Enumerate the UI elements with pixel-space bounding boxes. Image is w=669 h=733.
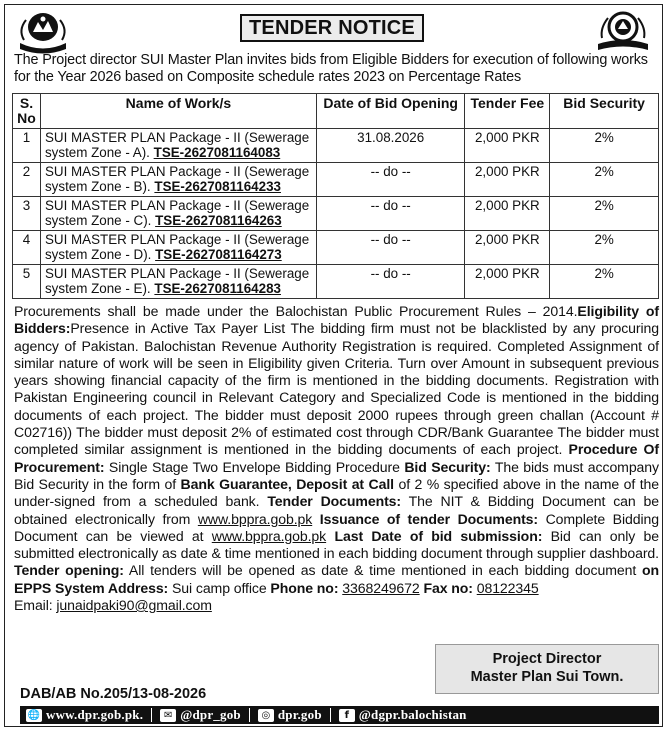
text-tender-documents: The NIT & Bidding Document can be obtained electronically from bbox=[14, 493, 659, 527]
footer-facebook[interactable]: @dgpr.balochistan bbox=[358, 707, 467, 722]
header-security: Bid Security bbox=[550, 94, 659, 129]
phone-number: 3368249672 bbox=[342, 579, 420, 596]
row-sno: 2 bbox=[13, 163, 41, 197]
row-security: 2% bbox=[550, 265, 659, 299]
text-address: Sui camp office bbox=[171, 579, 267, 596]
footer-divider bbox=[249, 708, 250, 722]
label-bid-security: Bid Security: bbox=[404, 458, 491, 475]
row-sno: 4 bbox=[13, 231, 41, 265]
row-work-name bbox=[40, 129, 316, 163]
row-date: -- do -- bbox=[316, 265, 465, 299]
row-fee: 2,000 PKR bbox=[465, 129, 550, 163]
row-work-name bbox=[40, 163, 316, 197]
bppra-link[interactable]: www.bppra.gob.pk bbox=[197, 510, 313, 527]
reference-number: DAB/AB No.205/13-08-2026 bbox=[20, 686, 207, 702]
text-bank-note: of 2 % specified above in the name of the under-signed from a scheduled bank. bbox=[14, 475, 659, 510]
row-fee: 2,000 PKR bbox=[465, 163, 550, 197]
row-work-name bbox=[40, 265, 316, 299]
label-system-address: System Address: bbox=[55, 579, 169, 596]
table-header-row bbox=[13, 94, 659, 129]
text-last-date: Bid can only be submitted electronically as date & time mentioned in each bidding document through supplier dashboard. bbox=[14, 527, 660, 562]
footer-twitter[interactable]: @dpr_gob bbox=[180, 707, 241, 722]
label-tender-opening: Tender opening: bbox=[14, 562, 124, 579]
tse-number: TSE-2627081164233 bbox=[154, 179, 281, 194]
row-security: 2% bbox=[550, 197, 659, 231]
globe-icon: 🌐 bbox=[27, 709, 41, 721]
row-sno: 3 bbox=[13, 197, 41, 231]
bppra-link-2[interactable]: www.bppra.gob.pk bbox=[211, 527, 327, 544]
tse-number: TSE-2627081164273 bbox=[155, 247, 282, 262]
body-paragraph bbox=[14, 303, 659, 614]
label-procedure: Procedure Of Procurement: bbox=[14, 441, 659, 475]
row-work-name bbox=[40, 231, 316, 265]
text-tender-opening: All tenders will be opened as date & time mentioned in each bidding document bbox=[128, 562, 637, 579]
label-phone: Phone no: bbox=[270, 579, 339, 596]
label-eligibility: Eligibility of Bidders: bbox=[14, 303, 659, 337]
label-fax: Fax no: bbox=[423, 579, 473, 596]
footer-bar bbox=[20, 706, 659, 724]
row-fee: 2,000 PKR bbox=[465, 265, 550, 299]
work-name-text: SUI MASTER PLAN Package - II (Sewerage system Zone - B). bbox=[44, 164, 310, 194]
header-name: Name of Work/s bbox=[40, 94, 316, 129]
work-name-text: SUI MASTER PLAN Package - II (Sewerage system Zone - A). bbox=[44, 130, 310, 160]
work-name-text: SUI MASTER PLAN Package - II (Sewerage system Zone - D). bbox=[44, 232, 310, 262]
header-sno: S. No bbox=[13, 94, 41, 129]
works-table bbox=[12, 93, 659, 299]
signature-office: Master Plan Sui Town. bbox=[470, 669, 624, 685]
work-name-text: SUI MASTER PLAN Package - II (Sewerage system Zone - C). bbox=[44, 198, 310, 228]
row-sno: 5 bbox=[13, 265, 41, 299]
fax-number: 08122345 bbox=[476, 579, 539, 596]
header-date: Date of Bid Opening bbox=[316, 94, 465, 129]
instagram-icon: ◎ bbox=[258, 709, 274, 722]
footer-divider bbox=[330, 708, 331, 722]
footer-divider bbox=[151, 708, 152, 722]
text-bank-guarantee: Bank Guarantee, Deposit at Call bbox=[180, 475, 394, 492]
email-link[interactable]: junaidpaki90@gmail.com bbox=[56, 597, 212, 614]
master-plan-emblem-right-icon bbox=[594, 10, 652, 54]
text-bid-security: The bids must accompany Bid Security in the form of bbox=[14, 458, 659, 492]
label-email: Email: bbox=[14, 597, 53, 614]
text-issuance: Complete Bidding Document can be viewed at bbox=[14, 510, 659, 544]
tse-number: TSE-2627081164263 bbox=[155, 213, 282, 228]
row-work-name bbox=[40, 197, 316, 231]
table-row bbox=[13, 129, 659, 163]
label-tender-documents: Tender Documents: bbox=[267, 493, 402, 510]
signature-block bbox=[435, 644, 659, 694]
text-eligibility: Presence in Active Tax Payer List The bidding firm must not be blacklisted by any procuring agency of Pakistan. Balochistan Revenue Authority Registration is required. Completed Assignment of similar nature of work will be seen in Eligibility given Criteria. Turn over Amount in subsequent previous years showing financial capacity of the firm is mentioned in the bidding documents. Registration with Pakistan Engineering council in Relevant Category and Specialized Code is mentioned in the bidding documents of each project. The bidder must deposit 2000 rupees through green challan (Account # C02716)) The bidder must deposit 2% of estimated cost through CDR/Bank Guarantee The bidder must completed similar assignment is mentioned in the bidding documents of each project. bbox=[14, 320, 659, 458]
row-date: 31.08.2026 bbox=[316, 129, 465, 163]
tse-number: TSE-2627081164083 bbox=[153, 145, 281, 160]
label-last-date: Last Date of bid submission: bbox=[334, 527, 543, 544]
tse-number: TSE-2627081164283 bbox=[154, 281, 281, 296]
text-on-epps: on EPPS bbox=[14, 562, 659, 596]
page-title: TENDER NOTICE bbox=[240, 14, 424, 42]
work-name-text: SUI MASTER PLAN Package - II (Sewerage system Zone - E). bbox=[44, 266, 310, 296]
table-row bbox=[13, 265, 659, 299]
text-rules: Procurements shall be made under the Balochistan Public Procurement Rules – 2014. bbox=[14, 303, 578, 319]
row-date: -- do -- bbox=[316, 231, 465, 265]
table-row bbox=[13, 231, 659, 265]
row-date: -- do -- bbox=[316, 197, 465, 231]
intro-text: The Project director SUI Master Plan invites bids from Eligible Bidders for execution of following works for the Year 2026 based on Composite schedule rates 2023 on Percentage Rates bbox=[14, 52, 648, 85]
facebook-icon: f bbox=[339, 709, 355, 722]
text-procedure: Single Stage Two Envelope Bidding Procedure bbox=[108, 458, 400, 475]
row-security: 2% bbox=[550, 129, 659, 163]
footer-instagram[interactable]: dpr.gob bbox=[277, 707, 322, 722]
row-date: -- do -- bbox=[316, 163, 465, 197]
govt-emblem-left-icon bbox=[14, 10, 72, 54]
header-fee: Tender Fee bbox=[465, 94, 550, 129]
row-fee: 2,000 PKR bbox=[465, 197, 550, 231]
table-row bbox=[13, 163, 659, 197]
footer-website[interactable]: www.dpr.gob.pk. bbox=[46, 707, 144, 722]
label-issuance: Issuance of tender Documents: bbox=[319, 510, 539, 527]
signature-title: Project Director bbox=[492, 651, 602, 667]
twitter-icon: ✉ bbox=[160, 709, 176, 722]
row-fee: 2,000 PKR bbox=[465, 231, 550, 265]
row-security: 2% bbox=[550, 231, 659, 265]
row-security: 2% bbox=[550, 163, 659, 197]
table-row bbox=[13, 197, 659, 231]
row-sno: 1 bbox=[13, 129, 41, 163]
